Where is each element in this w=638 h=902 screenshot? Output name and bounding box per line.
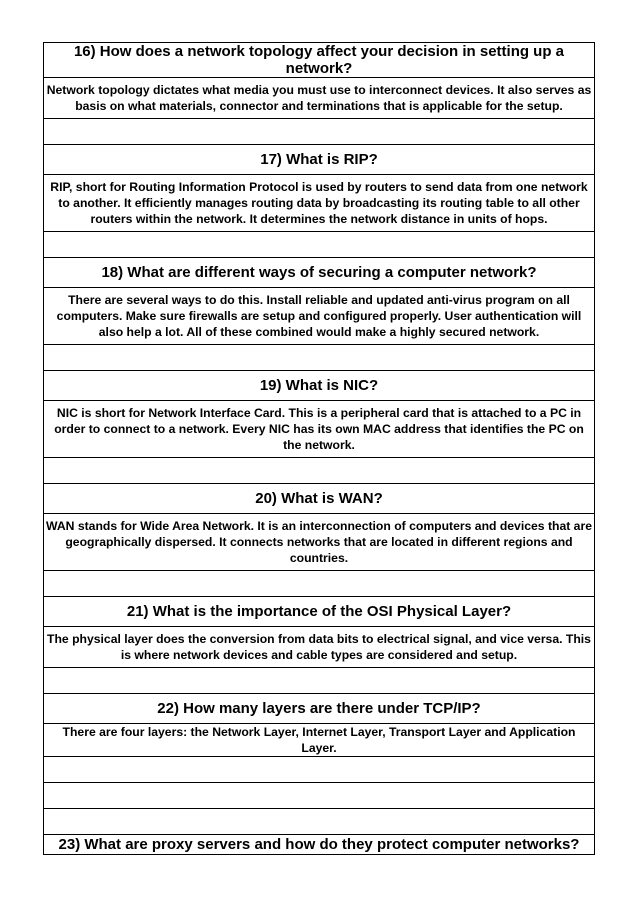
question-cell: 17) What is RIP? [44, 145, 595, 175]
question-cell: 22) How many layers are there under TCP/IP? [44, 694, 595, 724]
answer-cell: The physical layer does the conversion from data bits to electrical signal, and vice versa. This is where network devices and cable types are considered and setup. [44, 627, 595, 668]
table-row [44, 119, 595, 145]
blank-cell [44, 783, 595, 809]
table-row [44, 145, 595, 175]
table-row [44, 78, 595, 119]
blank-cell [44, 232, 595, 258]
blank-cell [44, 119, 595, 145]
blank-cell [44, 668, 595, 694]
table-row [44, 514, 595, 571]
table-row [44, 835, 595, 855]
table-row [44, 258, 595, 288]
table-row [44, 783, 595, 809]
table-row [44, 458, 595, 484]
table-row [44, 288, 595, 345]
answer-cell: NIC is short for Network Interface Card. This is a peripheral card that is attached to a PC in order to connect to a network. Every NIC has its own MAC address that identifies the PC on the network. [44, 401, 595, 458]
blank-cell [44, 571, 595, 597]
question-cell: 20) What is WAN? [44, 484, 595, 514]
table-row [44, 43, 595, 78]
table-row [44, 627, 595, 668]
table-row [44, 345, 595, 371]
answer-cell: RIP, short for Routing Information Protocol is used by routers to send data from one network to another. It efficiently manages routing data by broadcasting its routing table to all other routers within the network. It determines the network distance in units of hops. [44, 175, 595, 232]
answer-cell: Network topology dictates what media you must use to interconnect devices. It also serves as basis on what materials, connector and terminations that is applicable for the setup. [44, 78, 595, 119]
table-row [44, 571, 595, 597]
table-row [44, 175, 595, 232]
question-cell: 18) What are different ways of securing a computer network? [44, 258, 595, 288]
blank-cell [44, 757, 595, 783]
answer-cell: There are four layers: the Network Layer, Internet Layer, Transport Layer and Application Layer. [44, 724, 595, 757]
table-row [44, 757, 595, 783]
question-cell: 16) How does a network topology affect your decision in setting up a network? [44, 43, 595, 78]
answer-cell: WAN stands for Wide Area Network. It is an interconnection of computers and devices that are geographically dispersed. It connects networks that are located in different regions and countries. [44, 514, 595, 571]
question-cell: 23) What are proxy servers and how do they protect computer networks? [44, 835, 595, 855]
table-row [44, 401, 595, 458]
table-row [44, 232, 595, 258]
table-row [44, 597, 595, 627]
question-cell: 19) What is NIC? [44, 371, 595, 401]
table-row [44, 371, 595, 401]
table-row [44, 724, 595, 757]
blank-cell [44, 458, 595, 484]
qa-table [43, 42, 595, 855]
blank-cell [44, 345, 595, 371]
blank-cell [44, 809, 595, 835]
table-row [44, 694, 595, 724]
question-cell: 21) What is the importance of the OSI Physical Layer? [44, 597, 595, 627]
answer-cell: There are several ways to do this. Install reliable and updated anti-virus program on all computers. Make sure firewalls are setup and configured properly. User authentication will also help a lot. All of these combined would make a highly secured network. [44, 288, 595, 345]
table-row [44, 809, 595, 835]
table-row [44, 668, 595, 694]
table-row [44, 484, 595, 514]
